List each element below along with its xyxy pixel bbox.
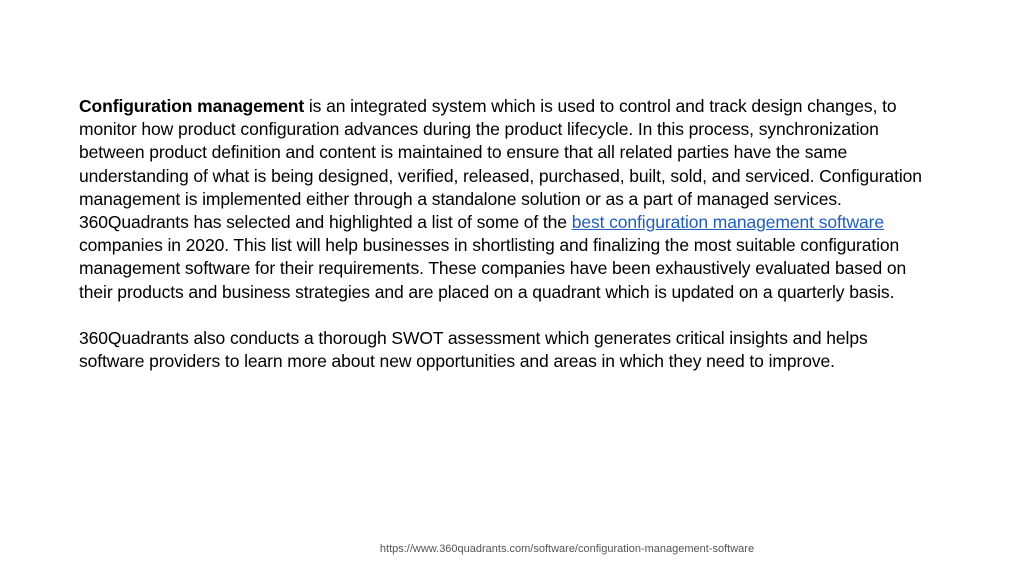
paragraph-companies <box>79 211 924 304</box>
paragraph-companies-before-link: 360Quadrants has selected and highlighted a list of some of the <box>79 212 572 233</box>
paragraph-companies-after-link: companies in 2020. This list will help businesses in shortlisting and finalizing the most suitable configuration management software for their requirements. These companies have been exhaustively evaluated based on their products and business strategies and are placed on a quadrant which is updated on a quarterly basis. <box>79 235 907 302</box>
best-configuration-management-software-link[interactable]: best configuration management software <box>571 212 885 233</box>
paragraph-intro <box>79 95 924 211</box>
paragraph-intro-text: is an integrated system which is used to control and track design changes, to monitor how product configuration advances during the product lifecycle. In this process, synchronization between product definition and content is maintained to ensure that all related parties have the same understanding of what is being designed, verified, released, purchased, built, sold, and serviced. Configuration management is implemented either through a standalone solution or as a part of managed services. <box>79 96 922 209</box>
body-text <box>79 95 924 373</box>
term-configuration-management: Configuration management <box>79 96 305 116</box>
paragraph-spacer <box>79 304 924 327</box>
paragraph-swot: 360Quadrants also conducts a thorough SWOT assessment which generates critical insights and helps software providers to learn more about new opportunities and areas in which they need to improve. <box>79 328 868 372</box>
footer-url: https://www.360quadrants.com/software/configuration-management-software <box>379 543 755 555</box>
